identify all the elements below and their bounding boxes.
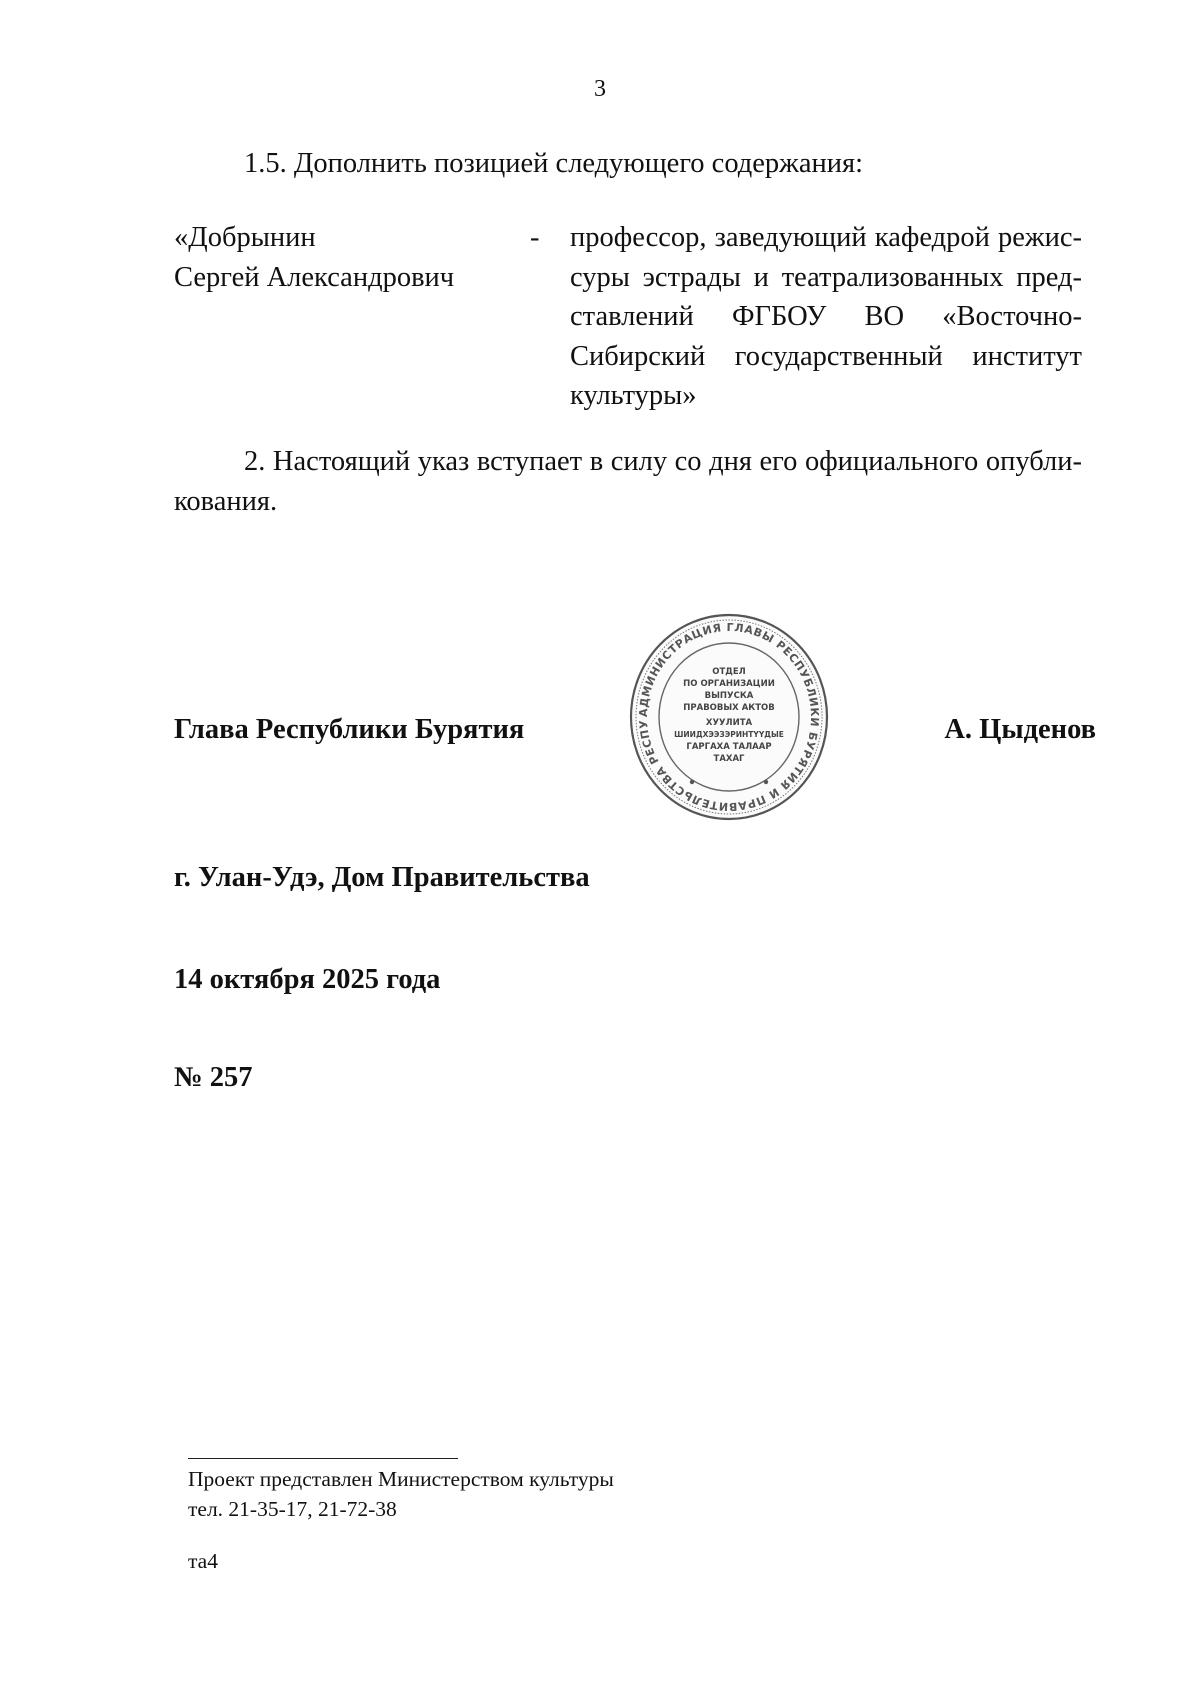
entry-name-line-2: Сергей Александрович <box>174 262 455 293</box>
decree-number: № 257 <box>174 1062 253 1093</box>
seal-outer-text: АДМИНИСТРАЦИЯ ГЛАВЫ РЕСПУБЛИКИ БУРЯТИЯ И ПРАВИТЕЛЬСТВА РЕСПУ <box>636 620 822 814</box>
entry-person-name <box>174 218 454 298</box>
clause-1-5: 1.5. Дополнить позицией следующего содержания: <box>244 148 864 179</box>
footer-note <box>188 1464 614 1524</box>
entry-name-line-1: «Добрынин <box>174 222 316 253</box>
seal-line-7: ГАРГАХА ТАЛААР <box>686 742 772 752</box>
entry-dash: - <box>530 222 540 253</box>
official-seal <box>628 612 830 822</box>
footer-divider <box>188 1458 458 1459</box>
footer-code: та4 <box>188 1549 218 1573</box>
entry-description: профессор, заведующий кафедрой режиссуры эстрады и театрализованных представлений ФГБОУ ВО «Восточно-Сибирский государственный институт культуры» <box>570 222 1082 411</box>
page-number: 3 <box>594 76 606 102</box>
seal-line-4: ПРАВОВЫХ АКТОВ <box>683 703 775 713</box>
issue-date: 14 октября 2025 года <box>174 964 441 995</box>
signature-name: А. Цыденов <box>944 714 1096 745</box>
issue-place: г. Улан-Удэ, Дом Правительства <box>174 862 590 893</box>
seal-line-8: ТАХАГ <box>713 754 745 764</box>
seal-line-3: ВЫПУСКА <box>704 691 754 701</box>
seal-line-5: ХУУЛИТА <box>705 718 753 728</box>
seal-line-2: ПО ОРГАНИЗАЦИИ <box>683 679 775 689</box>
seal-line-6: ШИИДХЭЭЗЭРИНТҮҮДЫЕ <box>674 730 784 739</box>
footer-line-2: тел. 21-35-17, 21-72-38 <box>188 1497 397 1521</box>
footer-line-1: Проект представлен Министерством культуры <box>188 1467 614 1491</box>
seal-line-1: ОТДЕЛ <box>712 667 746 677</box>
seal-graphic <box>628 612 830 822</box>
signature-title: Глава Республики Бурятия <box>174 714 525 745</box>
clause-2: 2. Настоящий указ вступает в силу со дня его официального опубликования. <box>174 446 1082 517</box>
